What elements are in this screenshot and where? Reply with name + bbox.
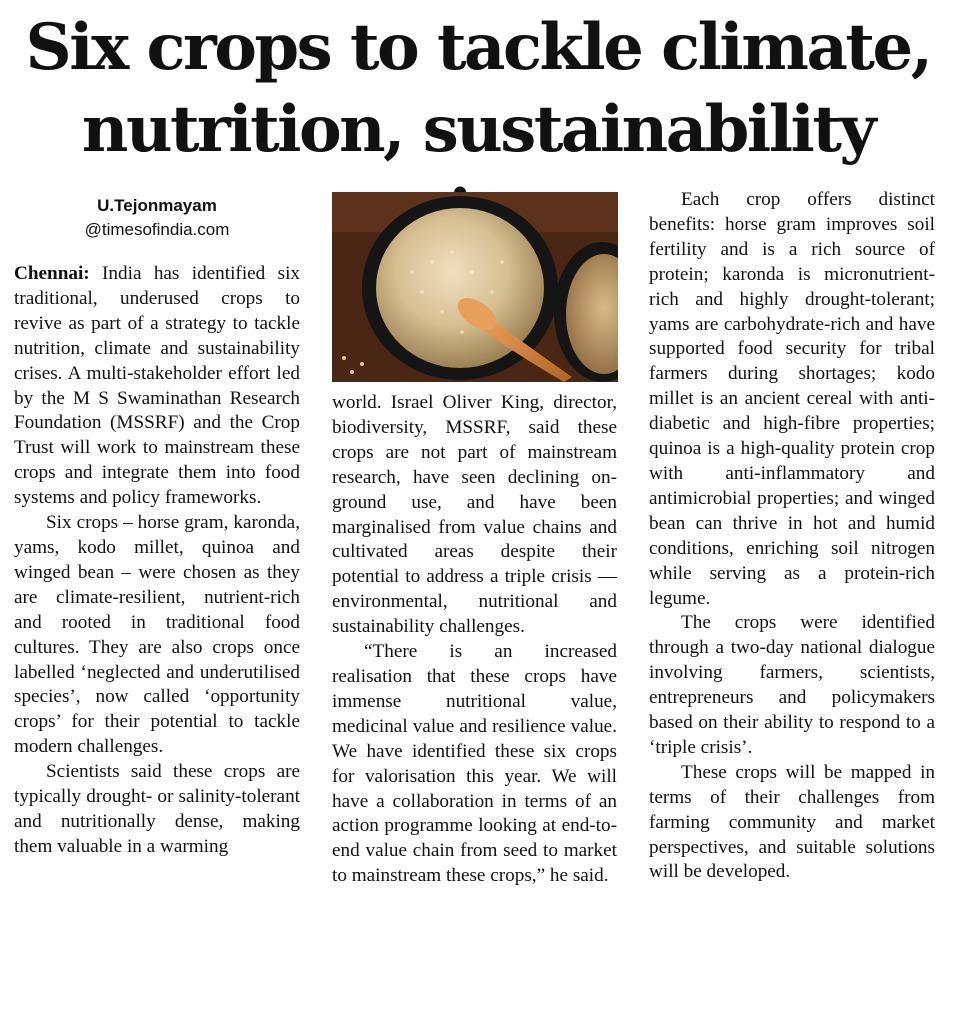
bowl-of-grains-icon xyxy=(332,192,618,382)
headline-line-2: nutrition, sustainability xyxy=(81,92,875,167)
paragraph: Scientists said these crops are typically drought- or salinity-tolerant and nutritionally dense, making them valuable in a warming xyxy=(14,761,300,857)
byline xyxy=(14,194,300,242)
article-column-3 xyxy=(649,188,935,885)
dateline: Chennai: xyxy=(14,263,90,284)
byline-author: U.Tejonmayam xyxy=(97,196,217,215)
article-photo xyxy=(332,192,618,382)
byline-handle: @timesofindia.com xyxy=(84,220,230,239)
paragraph xyxy=(14,262,300,511)
paragraph: Each crop offers distinct benefits: horse gram improves soil fertility and is a rich source of protein; karonda is micronutrient-rich and highly drought-tolerant; yams are carbohydrate-rich and have supported food security for tribal farmers during shortages; kodo millet is an ancient cereal with anti-diabetic and high-fibre properties; quinoa is a high-quality protein crop with anti-inflammatory and antimicrobial properties; and winged bean can thrive in hot and humid conditions, enriching soil nitrogen while serving as a protein-rich legume. xyxy=(649,189,935,609)
paragraph: Six crops – horse gram, karonda, yams, kodo millet, quinoa and winged bean – were chosen as they are climate-resilient, nutrient-rich and rooted in traditional food cultures. They are also crops once labelled ‘neglected and underutilised species’, now called ‘opportunity crops’ for their potential to tackle modern challenges. xyxy=(14,512,300,758)
paragraph: These crops will be mapped in terms of their challenges from farming community and market perspectives, and suitable solutions will be developed. xyxy=(649,761,935,883)
headline xyxy=(0,0,956,180)
paragraph: “There is an increased realisation that these crops have immense nutritional value, medicinal value and resilience value. We have identified these six crops for valorisation this year. We will have a collaboration in terms of an action programme looking at end-to-end value chain from seed to market to mainstream these crops,” he said. xyxy=(332,641,617,887)
paragraph: The crops were identified through a two-day national dialogue involving farmers, scientists, entrepreneurs and policymakers based on their ability to respond to a ‘triple crisis’. xyxy=(649,612,935,758)
headline-line-1: Six crops to tackle climate, xyxy=(25,10,931,85)
article-column-1 xyxy=(14,262,300,860)
paragraph-text: India has identified six traditional, underused crops to revive as part of a strategy to tackle nutrition, climate and sustainability crises. A multi-stakeholder effort led by the M S Swaminathan Research Foundation (MSSRF) and the Crop Trust will work to mainstream these crops and integrate them into food systems and policy frameworks. xyxy=(14,263,300,509)
paragraph: world. Israel Oliver King, director, biodiversity, MSSRF, said these crops are not part of mainstream research, have seen declining on-ground use, and have been marginalised from value chains and cultivated areas despite their potential to address a triple crisis — environmental, nutritional and sustainability challenges. xyxy=(332,392,617,638)
article-column-2 xyxy=(332,391,617,889)
